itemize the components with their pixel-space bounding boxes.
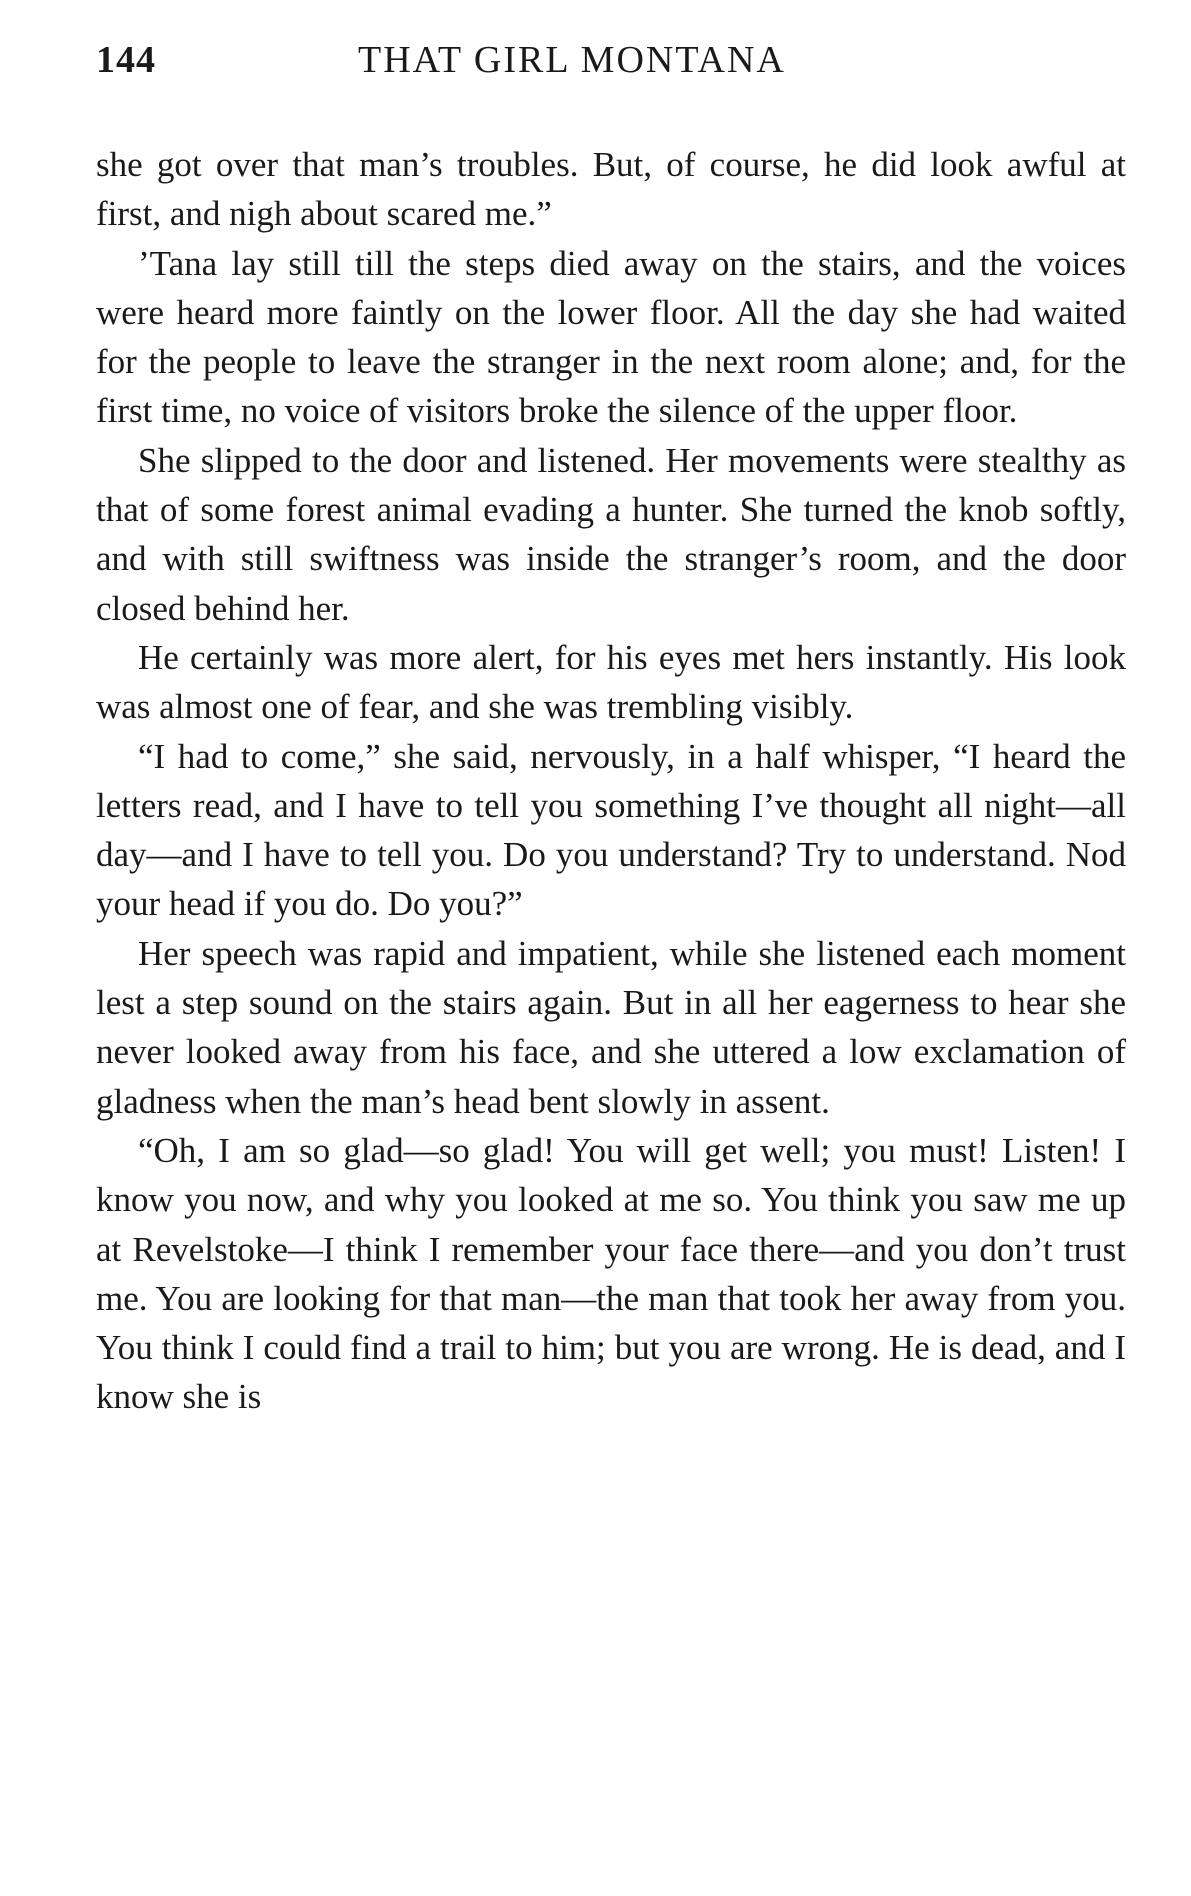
body-text <box>96 140 1126 1422</box>
running-title: THAT GIRL MONTANA <box>358 39 786 81</box>
paragraph: He certainly was more alert, for his eyes met hers instantly. His look was almost one of fear, and she was trembling visibly. <box>96 637 1126 727</box>
paragraph: ’Tana lay still till the steps died away on the stairs, and the voices were heard more faintly on the lower floor. All the day she had waited for the people to leave the stranger in the next room alone; and, for the first time, no voice of visitors broke the silence of the upper floor. <box>96 243 1126 431</box>
page-number: 144 <box>96 39 156 81</box>
paragraph: Her speech was rapid and impatient, while she listened each moment lest a step sound on the stairs again. But in all her eagerness to hear she never looked away from his face, and she uttered a low exclamation of gladness when the man’s head bent slowly in assent. <box>96 933 1126 1121</box>
paragraph: “I had to come,” she said, nervously, in a half whisper, “I heard the letters read, and I have to tell you something I’ve thought all night—all day—and I have to tell you. Do you understand? Try to understand. Nod your head if you do. Do you?” <box>96 736 1126 924</box>
paragraph: “Oh, I am so glad—so glad! You will get well; you must! Listen! I know you now, and why you looked at me so. You think you saw me up at Revelstoke—I think I remember your face there—and you don’t trust me. You are looking for that man—the man that took her away from you. You think I could find a trail to him; but you are wrong. He is dead, and I know she is <box>96 1130 1126 1417</box>
paragraph: She slipped to the door and listened. Her movements were stealthy as that of some forest animal evading a hunter. She turned the knob softly, and with still swiftness was inside the stranger’s room, and the door closed behind her. <box>96 440 1126 628</box>
paragraph-continuation: she got over that man’s troubles. But, of course, he did look awful at first, and nigh about scared me.” <box>96 145 1126 234</box>
page-header <box>96 38 1136 98</box>
